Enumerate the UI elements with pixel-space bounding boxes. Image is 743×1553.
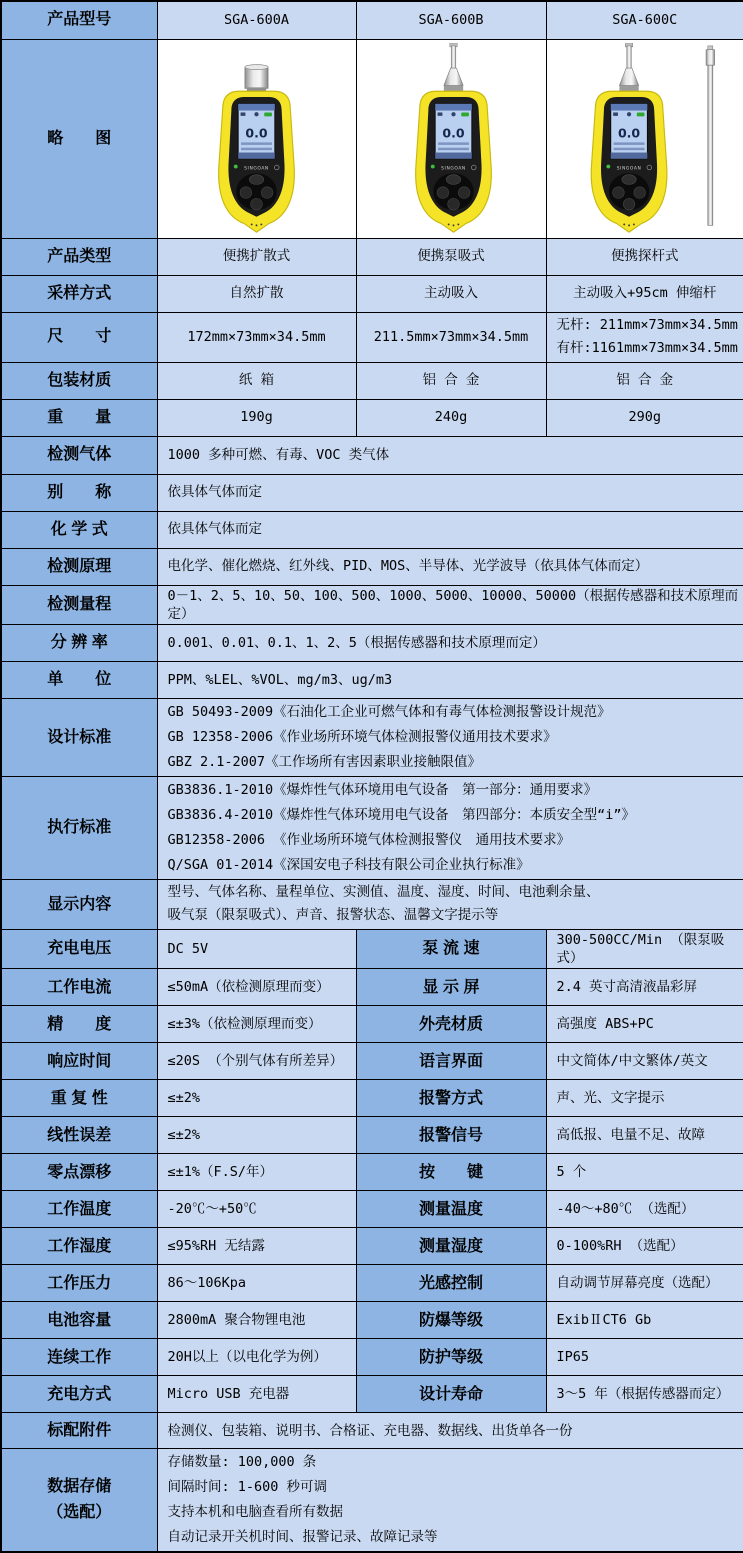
row-label: 检测原理	[1, 548, 157, 585]
spec-pair-row-response-time-language	[1, 1043, 743, 1080]
left-label: 充电方式	[1, 1376, 157, 1413]
left-label: 零点漂移	[1, 1154, 157, 1191]
right-label: 语言界面	[356, 1043, 546, 1080]
row-value: 0.001、0.01、0.1、1、2、5（根据传感器和技术原理而定）	[157, 624, 743, 661]
right-label: 光感控制	[356, 1265, 546, 1302]
right-label: 外壳材质	[356, 1006, 546, 1043]
spec-row-detection-principle	[1, 548, 743, 585]
right-value: 高低报、电量不足、故障	[546, 1117, 743, 1154]
right-label: 显 示 屏	[356, 969, 546, 1006]
device-image-sga-600c	[548, 43, 741, 236]
value-b: 211.5mm×73mm×34.5mm	[356, 312, 546, 362]
value-a: 172mm×73mm×34.5mm	[157, 312, 356, 362]
value-c: 主动吸入+95cm 伸缩杆	[546, 275, 743, 312]
row-value: 依具体气体而定	[157, 511, 743, 548]
device-image-sga-600a	[160, 43, 353, 236]
right-label: 泵 流 速	[356, 929, 546, 968]
row-value	[157, 698, 743, 776]
product-image-cell-a	[157, 39, 356, 238]
spec-pair-row-battery-explosion-proof	[1, 1302, 743, 1339]
row-value	[157, 879, 743, 929]
row-label: 检测量程	[1, 585, 157, 624]
left-value: ≤50mA（依检测原理而变）	[157, 969, 356, 1006]
device-image-sga-600b	[357, 43, 547, 236]
row-value: 电化学、催化燃烧、红外线、PID、MOS、半导体、光学波导（依具体气体而定）	[157, 548, 743, 585]
right-value: 高强度 ABS+PC	[546, 1006, 743, 1043]
spec-row-weight	[1, 399, 743, 436]
right-label: 报警方式	[356, 1080, 546, 1117]
right-label: 防护等级	[356, 1339, 546, 1376]
row-value	[157, 1449, 743, 1553]
right-value: 3～5 年（根据传感器而定）	[546, 1376, 743, 1413]
spec-row-accessories	[1, 1413, 743, 1449]
row-label: 标配附件	[1, 1413, 157, 1449]
right-value: 自动调节屏幕亮度（选配）	[546, 1265, 743, 1302]
row-label: 别 称	[1, 474, 157, 511]
sketch-row	[1, 39, 743, 238]
left-label: 线性误差	[1, 1117, 157, 1154]
row-label: 化 学 式	[1, 511, 157, 548]
standard-line: GB12358-2006 《作业场所环境气体检测报警仪 通用技术要求》	[167, 831, 571, 848]
right-label: 测量温度	[356, 1191, 546, 1228]
spec-pair-row-zero-drift-keys	[1, 1154, 743, 1191]
standard-line: GB 50493-2009《石油化工企业可燃气体和有毒气体检测报警设计规范》	[167, 703, 611, 720]
standard-line: GBZ 2.1-2007《工作场所有害因素职业接触限值》	[167, 753, 482, 770]
standard-line: GB3836.1-2010《爆炸性气体环境用电气设备 第一部分：通用要求》	[167, 781, 598, 798]
value-a: 190g	[157, 399, 356, 436]
data-storage-label-line: （选配）	[47, 1504, 112, 1522]
spec-row-product-type	[1, 238, 743, 275]
spec-row-execution-standards	[1, 776, 743, 879]
row-label: 执行标准	[1, 776, 157, 879]
row-label: 重 量	[1, 399, 157, 436]
row-label: 检测气体	[1, 436, 157, 474]
left-label: 工作湿度	[1, 1228, 157, 1265]
left-value: Micro USB 充电器	[157, 1376, 356, 1413]
row-label-product-model: 产品型号	[1, 1, 157, 39]
left-value: 2800mA 聚合物锂电池	[157, 1302, 356, 1339]
spec-row-chemical-formula	[1, 511, 743, 548]
spec-row-sampling-method	[1, 275, 743, 312]
row-value	[157, 776, 743, 879]
left-label: 重 复 性	[1, 1080, 157, 1117]
value-c	[546, 312, 743, 362]
row-label-data-storage	[1, 1449, 157, 1553]
spec-row-packaging	[1, 362, 743, 399]
spec-pair-row-pressure-light-control	[1, 1265, 743, 1302]
data-storage-line: 存储数量: 100,000 条	[167, 1454, 317, 1471]
row-label-sketch: 略 图	[1, 39, 157, 238]
model-name-sga-600b: SGA-600B	[356, 1, 546, 39]
row-label: 设计标准	[1, 698, 157, 776]
spec-row-display-content	[1, 879, 743, 929]
value-b: 240g	[356, 399, 546, 436]
model-name-sga-600c: SGA-600C	[546, 1, 743, 39]
value-c: 290g	[546, 399, 743, 436]
row-label: 包装材质	[1, 362, 157, 399]
row-label: 分 辨 率	[1, 624, 157, 661]
right-label: 防爆等级	[356, 1302, 546, 1339]
spec-row-detection-range	[1, 585, 743, 624]
row-value: 依具体气体而定	[157, 474, 743, 511]
left-label: 工作压力	[1, 1265, 157, 1302]
spec-row-dimensions	[1, 312, 743, 362]
spec-row-alias	[1, 474, 743, 511]
right-value: ExibⅡCT6 Gb	[546, 1302, 743, 1339]
spec-pair-row-charging-voltage-pump-flow	[1, 929, 743, 968]
left-value: ≤±3%（依检测原理而变）	[157, 1006, 356, 1043]
data-storage-label-line: 数据存储	[47, 1478, 112, 1496]
spec-pair-row-working-current-display	[1, 969, 743, 1006]
right-value: -40～+80℃ （选配）	[546, 1191, 743, 1228]
value-c: 便携探杆式	[546, 238, 743, 275]
spec-pair-row-repeatability-alarm-mode	[1, 1080, 743, 1117]
spec-pair-row-accuracy-housing	[1, 1006, 743, 1043]
left-label: 电池容量	[1, 1302, 157, 1339]
row-value: PPM、%LEL、%VOL、mg/m3、ug/m3	[157, 661, 743, 698]
data-storage-line: 支持本机和电脑查看所有数据	[167, 1504, 343, 1521]
dimension-with-rod: 有杆:1161mm×73mm×34.5mm	[556, 340, 738, 356]
model-name-sga-600a: SGA-600A	[157, 1, 356, 39]
left-label: 精 度	[1, 1006, 157, 1043]
left-value: ≤±1%（F.S/年）	[157, 1154, 356, 1191]
right-label: 报警信号	[356, 1117, 546, 1154]
right-value: 中文简体/中文繁体/英文	[546, 1043, 743, 1080]
value-a: 自然扩散	[157, 275, 356, 312]
left-value: DC 5V	[157, 929, 356, 968]
spec-pair-row-working-temp-measuring-temp	[1, 1191, 743, 1228]
dimension-without-rod: 无杆: 211mm×73mm×34.5mm	[556, 317, 738, 333]
data-storage-line: 间隔时间: 1-600 秒可调	[167, 1479, 328, 1496]
spec-row-detected-gas	[1, 436, 743, 474]
right-value: 300-500CC/Min （限泵吸式）	[546, 929, 743, 968]
value-b: 便携泵吸式	[356, 238, 546, 275]
row-label: 显示内容	[1, 879, 157, 929]
row-label: 产品类型	[1, 238, 157, 275]
spec-pair-row-charging-method-design-life	[1, 1376, 743, 1413]
spec-row-design-standards	[1, 698, 743, 776]
left-label: 充电电压	[1, 929, 157, 968]
data-storage-line: 自动记录开关机时间、报警记录、故障记录等	[167, 1529, 438, 1546]
right-value: 2.4 英寸高清液晶彩屏	[546, 969, 743, 1006]
right-value: IP65	[546, 1339, 743, 1376]
left-value: 86～106Kpa	[157, 1265, 356, 1302]
display-content-line: 型号、气体名称、量程单位、实测值、温度、湿度、时间、电池剩余量、	[167, 884, 600, 901]
spec-row-units	[1, 661, 743, 698]
product-image-cell-b	[356, 39, 546, 238]
row-value: 1000 多种可燃、有毒、VOC 类气体	[157, 436, 743, 474]
row-label: 采样方式	[1, 275, 157, 312]
spec-row-data-storage	[1, 1449, 743, 1553]
left-value: ≤±2%	[157, 1080, 356, 1117]
right-value: 声、光、文字提示	[546, 1080, 743, 1117]
model-header-row	[1, 1, 743, 39]
value-b: 铝 合 金	[356, 362, 546, 399]
spec-pair-row-continuous-work-protection	[1, 1339, 743, 1376]
right-label: 按 键	[356, 1154, 546, 1191]
value-c: 铝 合 金	[546, 362, 743, 399]
value-b: 主动吸入	[356, 275, 546, 312]
row-value: 检测仪、包装箱、说明书、合格证、充电器、数据线、出货单各一份	[157, 1413, 743, 1449]
display-content-line: 吸气泵（限泵吸式）、声音、报警状态、温馨文字提示等	[167, 907, 499, 924]
right-value: 0-100%RH （选配）	[546, 1228, 743, 1265]
row-label: 单 位	[1, 661, 157, 698]
left-value: 20H以上（以电化学为例）	[157, 1339, 356, 1376]
left-label: 连续工作	[1, 1339, 157, 1376]
left-label: 工作温度	[1, 1191, 157, 1228]
left-value: ≤95%RH 无结露	[157, 1228, 356, 1265]
standard-line: GB 12358-2006《作业场所环境气体检测报警仪通用技术要求》	[167, 728, 557, 745]
standard-line: GB3836.4-2010《爆炸性气体环境用电气设备 第四部分：本质安全型“i”》	[167, 806, 636, 823]
standard-line: Q/SGA 01-2014《深国安电子科技有限公司企业执行标准》	[167, 856, 530, 873]
value-a: 纸 箱	[157, 362, 356, 399]
row-value: 0－1、2、5、10、50、100、500、1000、5000、10000、50000（根据传感器和技术原理而定）	[157, 585, 743, 624]
left-label: 响应时间	[1, 1043, 157, 1080]
left-value: -20℃～+50℃	[157, 1191, 356, 1228]
left-value: ≤±2%	[157, 1117, 356, 1154]
right-value: 5 个	[546, 1154, 743, 1191]
right-label: 测量湿度	[356, 1228, 546, 1265]
right-label: 设计寿命	[356, 1376, 546, 1413]
spec-pair-row-working-humidity-measuring-humidity	[1, 1228, 743, 1265]
row-label: 尺 寸	[1, 312, 157, 362]
spec-pair-row-linearity-alarm-signal	[1, 1117, 743, 1154]
product-image-cell-c	[546, 39, 743, 238]
left-value: ≤20S （个别气体有所差异）	[157, 1043, 356, 1080]
spec-row-resolution	[1, 624, 743, 661]
value-a: 便携扩散式	[157, 238, 356, 275]
left-label: 工作电流	[1, 969, 157, 1006]
